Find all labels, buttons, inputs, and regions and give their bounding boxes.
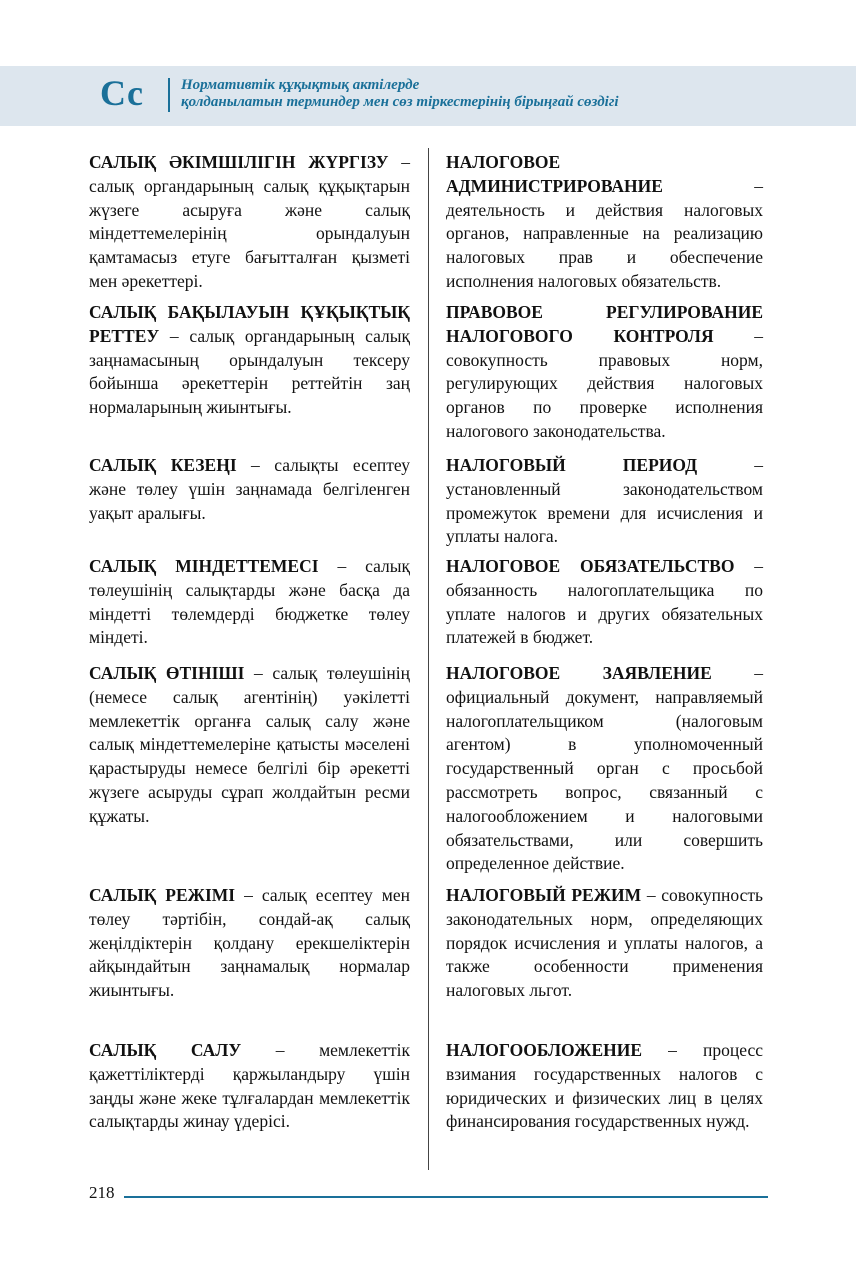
- header-divider: [168, 78, 170, 112]
- kz-entry-tax-regime: [89, 884, 410, 1003]
- ru-entry-tax-obligation: [446, 555, 763, 650]
- kz-definition: – салық есептеу мен төлеу тәртібін, сондай-ақ салық жеңілдіктерін қолдану ерекшеліктерін айқындайтын заңнамалық нормалар жиынтығы.: [89, 885, 410, 1001]
- kz-entry-tax-obligation: [89, 555, 410, 650]
- kz-term: САЛЫҚ КЕЗЕҢІ: [89, 455, 237, 475]
- ru-term: НАЛОГООБЛОЖЕНИЕ: [446, 1040, 643, 1060]
- ru-entry-legal-regulation: [446, 301, 763, 444]
- ru-term: НАЛОГОВОЕ ОБЯЗАТЕЛЬСТВО: [446, 556, 735, 576]
- ru-entry-tax-period: [446, 454, 763, 549]
- kz-term: САЛЫҚ РЕЖІМІ: [89, 885, 236, 905]
- ru-entry-tax-regime: [446, 884, 763, 1003]
- ru-entry-tax-application: [446, 662, 763, 876]
- kz-term: САЛЫҚ МІНДЕТТЕМЕСІ: [89, 556, 319, 576]
- kz-term: САЛЫҚ ӨТІНІШІ: [89, 663, 245, 683]
- ru-definition: – совокупность правовых норм, регулирующих действия налоговых органов по проверке исполнения налогового законодательства.: [446, 325, 763, 441]
- page-number: 218: [89, 1183, 115, 1202]
- ru-definition: – процесс взимания государственных налогов с юридических и физических лиц в целях финансирования государственных нужд.: [446, 1040, 763, 1132]
- kz-entry-tax-application: [89, 662, 410, 829]
- kz-term: САЛЫҚ БАҚЫЛАУЫН ҚҰҚЫҚТЫҚ РЕТТЕУ: [89, 302, 410, 346]
- kz-definition: – салық төлеушінің (немесе салық агентінің) уәкілетті мемлекеттік органға салық салу және салық міндеттемелеріне қатысты мәселені қарастыруды немесе белгілі бір әрекетті жүзеге асыруды сұрап жолдайтын ресми құжаты.: [89, 663, 410, 826]
- section-letter: Cc: [100, 73, 144, 113]
- header-title-line1: Нормативтік құқықтық актілерде: [181, 77, 420, 93]
- ru-definition: – официальный документ, направляемый налогоплательщиком (налоговым агентом) в уполномоченный государственный орган с просьбой рассмотреть вопрос, связанный с налогообложением и налоговыми обязательствами, или совершить определенное действие.: [446, 663, 764, 874]
- ru-definition: – деятельность и действия налоговых органов, направленные на реализацию налоговых прав и обеспечение исполнения налоговых обязательств.: [446, 175, 763, 291]
- ru-definition: – установленный законодательством промежуток времени для исчисления и уплаты налога.: [446, 455, 764, 547]
- kz-term: САЛЫҚ ӘКІМШІЛІГІН ЖҮРГІЗУ: [89, 152, 389, 172]
- kz-definition: – салық органдарының салық заңнамасының орындалуын тексеру бойынша әрекеттерін реттейтін заң нормаларының жиынтығы.: [89, 325, 410, 418]
- ru-term: НАЛОГОВЫЙ РЕЖИМ: [446, 885, 642, 905]
- header-title-line2: қолданылатын терминдер мен сөз тіркестерінің бірыңғай сөздігі: [181, 94, 619, 110]
- ru-term: НАЛОГОВОЕ ЗАЯВЛЕНИЕ: [446, 663, 712, 683]
- ru-entry-tax-administration: [446, 151, 763, 294]
- kz-definition: – салықты есептеу және төлеу үшін заңнамада белгіленген уақыт аралығы.: [89, 455, 410, 523]
- ru-term: НАЛОГОВОЕ АДМИНИСТРИРОВАНИЕ: [446, 152, 663, 196]
- ru-entry-taxation: [446, 1039, 763, 1134]
- ru-definition: – совокупность законодательных норм, определяющих порядок исчисления и уплаты налогов, а также особенности применения налоговых льгот.: [446, 885, 763, 1001]
- footer-rule: [124, 1196, 768, 1198]
- ru-definition: – обязанность налогоплательщика по уплате налогов и других обязательных платежей в бюджет.: [446, 556, 763, 648]
- kz-entry-legal-regulation: [89, 301, 410, 420]
- kz-entry-taxation: [89, 1039, 410, 1134]
- kz-entry-tax-period: [89, 454, 410, 525]
- kz-entry-tax-administration: [89, 151, 410, 294]
- kz-definition: – салық төлеушінің салықтарды және басқа да міндетті төлемдерді бюджетке төлеу міндеті.: [89, 556, 410, 648]
- header-title: [181, 77, 619, 111]
- ru-term: ПРАВОВОЕ РЕГУЛИРОВАНИЕ НАЛОГОВОГО КОНТРОЛЯ: [446, 302, 763, 346]
- ru-term: НАЛОГОВЫЙ ПЕРИОД: [446, 455, 698, 475]
- kz-definition: – мемлекеттік қажеттіліктерді қаржыландыру үшін заңды және жеке тұлғалардан мемлекеттік салықтарды жинау үдерісі.: [89, 1040, 410, 1132]
- kz-definition: – салық органдарының салық құқықтарын жүзеге асыруға және салық міндеттемелерінің орындалуын қамтамасыз етуге бағытталған қызметі мен әрекеттері.: [89, 152, 410, 291]
- column-divider: [428, 148, 429, 1170]
- kz-term: САЛЫҚ САЛУ: [89, 1040, 242, 1060]
